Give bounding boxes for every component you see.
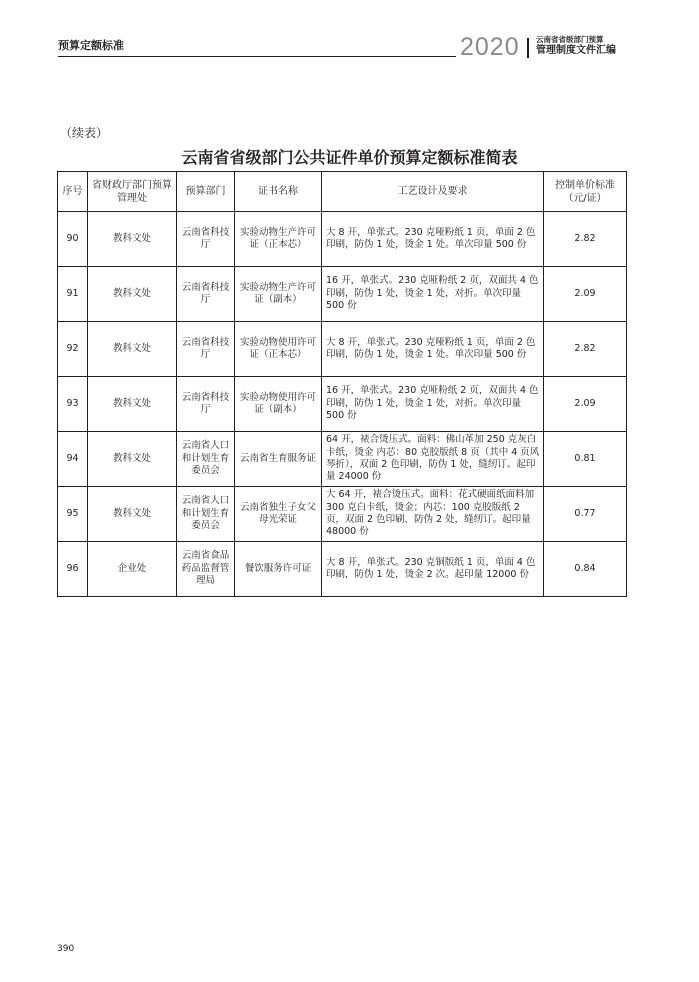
cell-req: 大 64 开，裱合烫压式。面料：花式硬面纸面料加 300 克白卡纸，烫金；内芯：100 克胶版纸 2 页，双面 2 色印刷，防伪 2 处，缝纫订。起印量 48000 份 bbox=[322, 487, 544, 542]
table-row bbox=[58, 212, 627, 267]
table-row bbox=[58, 267, 627, 322]
cell-unit: 云南省人口和计划生育委员会 bbox=[177, 432, 235, 487]
cell-cert: 实验动物使用许可证（正本芯） bbox=[235, 322, 322, 377]
header-publication-line2: 管理制度文件汇编 bbox=[536, 44, 616, 56]
header-price: 控制单价标准（元/证） bbox=[544, 172, 627, 212]
cell-dept: 教科文处 bbox=[88, 267, 177, 322]
cell-dept: 教科文处 bbox=[88, 432, 177, 487]
header-cert: 证书名称 bbox=[235, 172, 322, 212]
cell-seq: 93 bbox=[58, 377, 88, 432]
header-dept: 省财政厅部门预算管理处 bbox=[88, 172, 177, 212]
table-row bbox=[58, 432, 627, 487]
cell-cert: 实验动物使用许可证（副本） bbox=[235, 377, 322, 432]
cell-seq: 96 bbox=[58, 542, 88, 597]
cell-dept: 教科文处 bbox=[88, 212, 177, 267]
table-header-row bbox=[58, 172, 627, 212]
cell-req: 大 8 开，单张式。230 克铜版纸 1 页，单面 4 色印刷，防伪 1 处，烫金 2 次。起印量 12000 份 bbox=[322, 542, 544, 597]
cell-cert: 实验动物生产许可证（副本） bbox=[235, 267, 322, 322]
cell-req: 16 开，单张式。230 克哑粉纸 2 页，双面共 4 色印刷，防伪 1 处，烫金 1 处，对折。单次印量 500 份 bbox=[322, 377, 544, 432]
header-seq: 序号 bbox=[58, 172, 88, 212]
header-publication-line1: 云南省省级部门预算 bbox=[536, 35, 604, 44]
cell-dept: 企业处 bbox=[88, 542, 177, 597]
cell-req: 大 8 开，单张式。230 克哑粉纸 1 页，单面 2 色印刷，防伪 1 处，烫金 1 处。单次印量 500 份 bbox=[322, 212, 544, 267]
continued-label: （续表） bbox=[60, 126, 109, 140]
table-row bbox=[58, 487, 627, 542]
cell-cert: 实验动物生产许可证（正本芯） bbox=[235, 212, 322, 267]
header-publication bbox=[536, 36, 616, 56]
cell-dept: 教科文处 bbox=[88, 377, 177, 432]
cell-unit: 云南省人口和计划生育委员会 bbox=[177, 487, 235, 542]
cell-cert: 餐饮服务许可证 bbox=[235, 542, 322, 597]
budget-standard-table bbox=[57, 171, 627, 597]
cell-dept: 教科文处 bbox=[88, 322, 177, 377]
cell-unit: 云南省科技厅 bbox=[177, 322, 235, 377]
table-row bbox=[58, 322, 627, 377]
cell-seq: 92 bbox=[58, 322, 88, 377]
page-number: 390 bbox=[57, 944, 75, 954]
table-row bbox=[58, 377, 627, 432]
header-year: 2020 bbox=[460, 33, 520, 61]
cell-req: 16 开，单张式。230 克哑粉纸 2 页，双面共 4 色印刷，防伪 1 处，烫金 1 处，对折。单次印量 500 份 bbox=[322, 267, 544, 322]
cell-seq: 94 bbox=[58, 432, 88, 487]
cell-price: 2.82 bbox=[544, 212, 627, 267]
cell-price: 0.84 bbox=[544, 542, 627, 597]
cell-price: 0.77 bbox=[544, 487, 627, 542]
cell-price: 2.09 bbox=[544, 267, 627, 322]
cell-dept: 教科文处 bbox=[88, 487, 177, 542]
header-unit: 预算部门 bbox=[177, 172, 235, 212]
cell-req: 64 开，裱合烫压式。面料：佛山革加 250 克灰白卡纸，烫金 内芯：80 克胶版纸 8 页（其中 4 页风琴折），双面 2 色印刷，防伪 1 处，缝纫订。起印量 24000 份 bbox=[322, 432, 544, 487]
header-rule bbox=[58, 56, 456, 57]
cell-seq: 91 bbox=[58, 267, 88, 322]
cell-seq: 90 bbox=[58, 212, 88, 267]
cell-price: 2.82 bbox=[544, 322, 627, 377]
cell-price: 0.81 bbox=[544, 432, 627, 487]
cell-unit: 云南省科技厅 bbox=[177, 212, 235, 267]
cell-seq: 95 bbox=[58, 487, 88, 542]
cell-unit: 云南省科技厅 bbox=[177, 267, 235, 322]
running-header-title: 预算定额标准 bbox=[58, 39, 124, 52]
cell-cert: 云南省独生子女父母光荣证 bbox=[235, 487, 322, 542]
cell-cert: 云南省生育服务证 bbox=[235, 432, 322, 487]
header-separator bbox=[527, 38, 529, 58]
cell-unit: 云南省食品药品监督管理局 bbox=[177, 542, 235, 597]
header-req: 工艺设计及要求 bbox=[322, 172, 544, 212]
table-row bbox=[58, 542, 627, 597]
table-title: 云南省省级部门公共证件单价预算定额标准简表 bbox=[181, 148, 518, 167]
cell-req: 大 8 开，单张式。230 克哑粉纸 1 页，单面 2 色印刷，防伪 1 处，烫金 1 处。单次印量 500 份 bbox=[322, 322, 544, 377]
cell-price: 2.09 bbox=[544, 377, 627, 432]
cell-unit: 云南省科技厅 bbox=[177, 377, 235, 432]
